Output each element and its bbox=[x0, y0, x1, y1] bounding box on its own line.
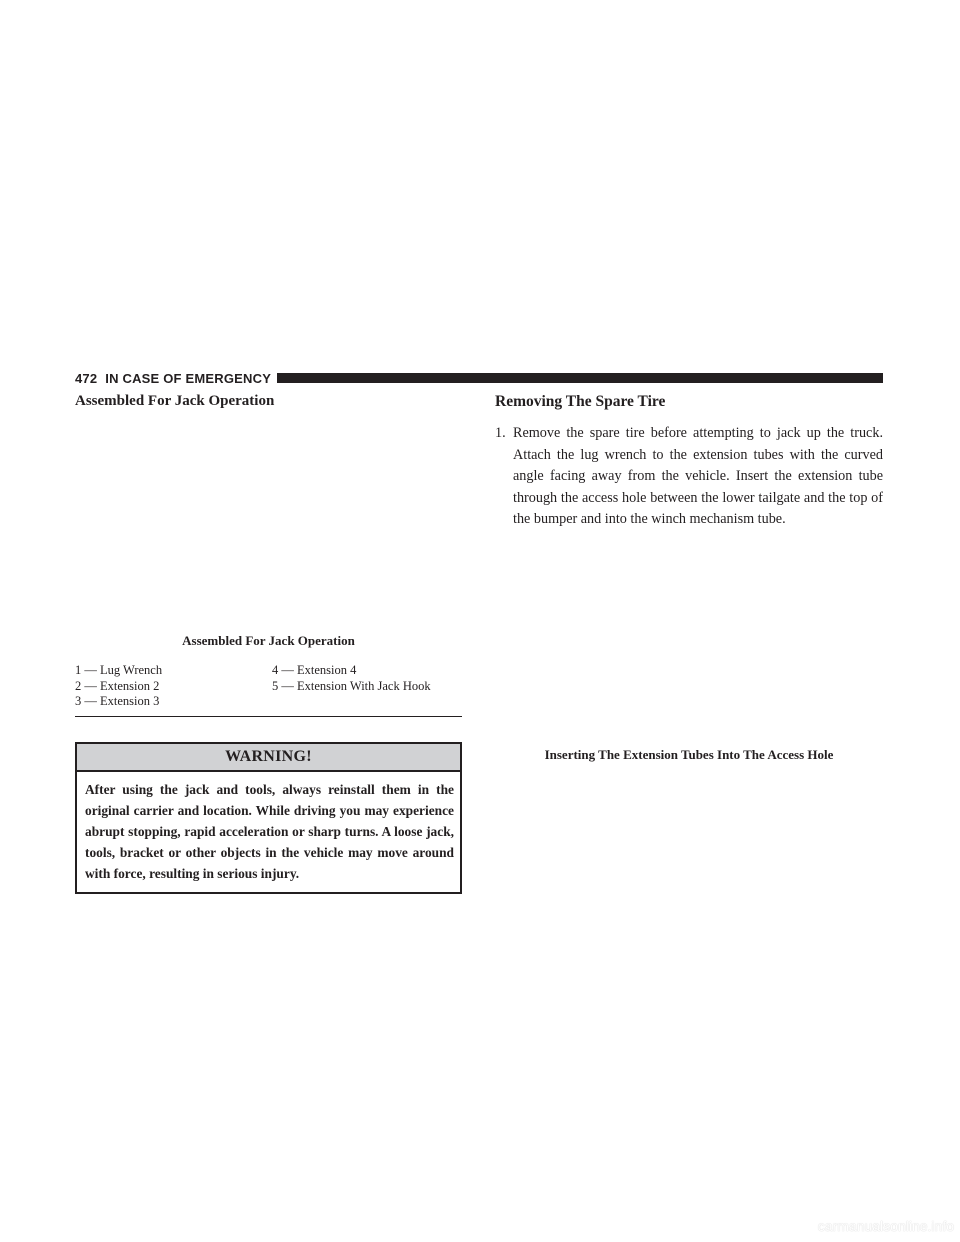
figure-caption-extension-tubes: Inserting The Extension Tubes Into The Access Hole bbox=[544, 746, 834, 762]
section-title: IN CASE OF EMERGENCY bbox=[105, 370, 272, 386]
section-heading-removing-spare-tire: Removing The Spare Tire bbox=[495, 393, 666, 410]
figure-extension-tubes bbox=[495, 531, 883, 747]
legend-item: 1 — Lug Wrench bbox=[75, 663, 163, 677]
watermark: carmanualsonline.info bbox=[817, 1218, 954, 1234]
legend-item: 2 — Extension 2 bbox=[75, 678, 160, 693]
legend-item bbox=[272, 694, 462, 710]
figure-legend bbox=[75, 663, 462, 717]
page-number: 472 bbox=[75, 370, 98, 386]
header-rule bbox=[277, 373, 883, 383]
left-column bbox=[75, 390, 462, 894]
warning-title: WARNING! bbox=[77, 744, 460, 772]
running-header bbox=[75, 370, 883, 386]
step-text: Remove the spare tire before attempting to jack up the truck. Attach the lug wrench to the extension tubes with the curved angle facing away from the vehicle. Insert the extension tube through the access hole between the lower tailgate and the top of the bumper and into the winch mechanism tube. bbox=[513, 425, 883, 527]
warning-box bbox=[75, 742, 462, 894]
legend-item: 4 — Extension 4 bbox=[272, 663, 357, 677]
warning-text: After using the jack and tools, always reinstall them in the original carrier and location. While driving you may experience abrupt stopping, rapid acceleration or sharp turns. A loose jack, tools, bracket or other objects in the vehicle may move around with force, resulting in serious injury. bbox=[85, 781, 454, 881]
figure-caption-jack-assembly: Assembled For Jack Operation bbox=[182, 633, 355, 648]
figure-jack-assembly bbox=[75, 410, 462, 615]
legend-item: 3 — Extension 3 bbox=[75, 694, 160, 708]
section-heading-jack-operation: Assembled For Jack Operation bbox=[75, 393, 275, 409]
right-column bbox=[495, 390, 883, 763]
legend-item: 5 — Extension With Jack Hook bbox=[272, 678, 431, 693]
step-number: 1. bbox=[495, 425, 506, 441]
list-item bbox=[495, 423, 883, 531]
